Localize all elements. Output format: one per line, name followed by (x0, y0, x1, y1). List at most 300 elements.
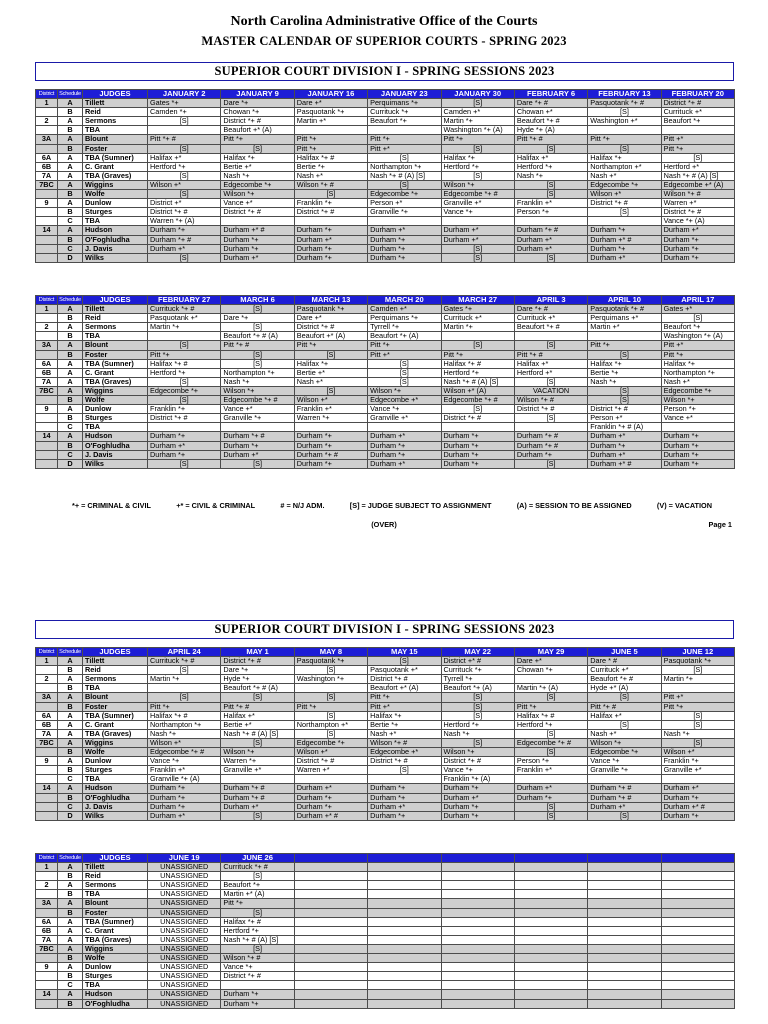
session-cell (588, 981, 661, 990)
session-cell: Durham +* (368, 432, 441, 441)
judge-cell: Hudson (83, 226, 148, 235)
judge-cell: O'Foghludha (83, 235, 148, 244)
district-column-header: District (36, 90, 58, 99)
session-cell: [S] (148, 377, 221, 386)
judge-cell: Tillett (83, 863, 148, 872)
session-cell: Franklin *+ # (A) (588, 423, 661, 432)
session-cell: District *+ # (148, 208, 221, 217)
table-row (36, 99, 735, 108)
session-cell (661, 890, 734, 899)
schedule-cell: A (58, 711, 83, 720)
district-cell: 6B (36, 720, 58, 729)
session-cell: Currituck +* (514, 314, 587, 323)
session-cell: District *+ # (221, 117, 294, 126)
session-cell: Nash *+ (221, 171, 294, 180)
session-cell: Nash *+ # (A) [S] (221, 729, 294, 738)
schedule-cell: B (58, 908, 83, 917)
session-cell: Durham *+ (588, 226, 661, 235)
judge-cell: C. Grant (83, 720, 148, 729)
session-cell: Person *+ (514, 757, 587, 766)
session-cell: Durham *+ # (221, 793, 294, 802)
district-cell: 2 (36, 881, 58, 890)
session-cell: Currituck *+ # (221, 863, 294, 872)
week-header: MARCH 20 (368, 296, 441, 305)
table-row (36, 811, 735, 820)
session-cell: Pitt *+ (294, 144, 367, 153)
legend-item: # = N/J ADM. (280, 501, 325, 510)
session-cell: Nash +* (368, 729, 441, 738)
schedule-cell: C (58, 802, 83, 811)
session-cell: Northampton *+ (148, 720, 221, 729)
district-cell (36, 872, 58, 881)
session-cell: Beaufort *+ # (514, 117, 587, 126)
session-cell: Durham *+ (514, 450, 587, 459)
session-cell: [S] (661, 666, 734, 675)
session-cell: Pasquotank *+ (294, 657, 367, 666)
session-cell: [S] (368, 377, 441, 386)
table-row (36, 738, 735, 747)
session-cell (588, 999, 661, 1008)
session-cell: [S] (148, 666, 221, 675)
district-cell (36, 748, 58, 757)
session-cell: [S] (514, 414, 587, 423)
session-cell: Nash *+ # (A) [S] (441, 377, 514, 386)
session-cell: Franklin *+ (294, 199, 367, 208)
session-cell: [S] (588, 811, 661, 820)
header-row (36, 90, 735, 99)
judge-cell: Wolfe (83, 190, 148, 199)
schedule-cell: B (58, 972, 83, 981)
district-cell: 3A (36, 693, 58, 702)
session-cell: Vance *+ (441, 208, 514, 217)
session-cell: Wilson *+ # (661, 190, 734, 199)
session-cell: Edgecombe *+ # (514, 738, 587, 747)
judge-cell: TBA (Graves) (83, 729, 148, 738)
session-cell: Wilson +* (661, 748, 734, 757)
session-cell: Nash +* (588, 729, 661, 738)
schedule-cell: A (58, 729, 83, 738)
table-row (36, 657, 735, 666)
session-cell: Halifax +* (588, 711, 661, 720)
judge-cell: Tillett (83, 657, 148, 666)
judge-cell: O'Foghludha (83, 793, 148, 802)
session-cell: Franklin *+ (A) (441, 775, 514, 784)
table-row (36, 802, 735, 811)
session-cell (661, 684, 734, 693)
judge-cell: Wilks (83, 811, 148, 820)
week-header: JANUARY 9 (221, 90, 294, 99)
week-header: APRIL 17 (661, 296, 734, 305)
judge-cell: J. Davis (83, 450, 148, 459)
schedule-cell: C (58, 423, 83, 432)
session-cell: Vance +* (661, 414, 734, 423)
session-cell: Currituck +* (588, 666, 661, 675)
session-cell: Durham *+ # (294, 450, 367, 459)
session-cell (368, 944, 441, 953)
session-cell: Franklin +* (294, 405, 367, 414)
session-cell (588, 872, 661, 881)
session-cell (588, 972, 661, 981)
session-cell: Durham +* (294, 784, 367, 793)
session-cell (661, 423, 734, 432)
session-cell: [S] (588, 720, 661, 729)
judge-cell: J. Davis (83, 802, 148, 811)
session-cell: Durham *+ (441, 459, 514, 468)
session-cell: Durham *+ # (514, 226, 587, 235)
table-row (36, 784, 735, 793)
session-cell: [S] (441, 244, 514, 253)
session-cell: Nash *+ (588, 377, 661, 386)
session-cell (588, 863, 661, 872)
session-cell: Durham +* (441, 226, 514, 235)
session-cell: Durham *+ # (221, 784, 294, 793)
session-cell: [S] (441, 702, 514, 711)
session-cell: Granville +* (368, 414, 441, 423)
table-row (36, 793, 735, 802)
table-row (36, 459, 735, 468)
session-cell (661, 954, 734, 963)
session-cell: UNASSIGNED (148, 863, 221, 872)
schedule-cell: D (58, 811, 83, 820)
session-cell: Chowan *+ (514, 666, 587, 675)
session-cell: Edgecombe *+ (588, 180, 661, 189)
session-cell (661, 981, 734, 990)
session-cell: District +* (148, 199, 221, 208)
session-cell (441, 917, 514, 926)
table-row (36, 748, 735, 757)
session-cell: District *+ # (661, 99, 734, 108)
session-cell: Perquimans +* (588, 314, 661, 323)
session-cell: [S] (148, 117, 221, 126)
district-cell (36, 208, 58, 217)
district-cell: 7BC (36, 738, 58, 747)
session-cell: Durham +* (441, 235, 514, 244)
judge-cell: Blount (83, 899, 148, 908)
session-cell: Granville +* (661, 766, 734, 775)
schedule-cell: B (58, 350, 83, 359)
session-cell (294, 999, 367, 1008)
session-cell: [S] (661, 153, 734, 162)
judge-cell: TBA (83, 126, 148, 135)
session-cell: Franklin *+ (148, 405, 221, 414)
session-cell: Bertie *+ (294, 162, 367, 171)
table-row (36, 117, 735, 126)
session-cell: Halifax +* (148, 153, 221, 162)
district-cell: 6B (36, 926, 58, 935)
district-cell: 7A (36, 729, 58, 738)
session-cell: Gates *+ (441, 305, 514, 314)
district-cell (36, 350, 58, 359)
session-cell: Granville +* (221, 766, 294, 775)
table-row (36, 963, 735, 972)
session-cell: Dare *+ (221, 666, 294, 675)
session-cell: [S] (148, 459, 221, 468)
session-cell: Durham *+ (661, 441, 734, 450)
session-cell (514, 954, 587, 963)
session-cell: Durham +* # (294, 811, 367, 820)
session-cell: UNASSIGNED (148, 954, 221, 963)
session-cell: Vance +* (221, 405, 294, 414)
session-cell: Currituck +* (441, 314, 514, 323)
schedule-cell: A (58, 863, 83, 872)
session-cell (441, 863, 514, 872)
judge-cell: O'Foghludha (83, 441, 148, 450)
session-cell: Edgecombe *+ (661, 386, 734, 395)
session-cell: Durham *+ (661, 459, 734, 468)
session-cell (441, 423, 514, 432)
session-cell: [S] (294, 693, 367, 702)
session-cell: Person +* (588, 414, 661, 423)
table-row (36, 766, 735, 775)
session-cell (514, 775, 587, 784)
session-cell: UNASSIGNED (148, 926, 221, 935)
district-cell: 14 (36, 990, 58, 999)
header-row (36, 296, 735, 305)
week-header: APRIL 24 (148, 648, 221, 657)
session-cell (441, 899, 514, 908)
session-cell (441, 972, 514, 981)
session-cell: District *+ # (441, 757, 514, 766)
session-cell: Pitt *+ (661, 702, 734, 711)
judge-cell: Blount (83, 135, 148, 144)
table-row (36, 171, 735, 180)
session-cell: [S] (514, 377, 587, 386)
schedule-cell: A (58, 368, 83, 377)
schedule-cell: B (58, 235, 83, 244)
week-header: APRIL 10 (588, 296, 661, 305)
session-cell: Durham +* (221, 802, 294, 811)
district-cell: 6B (36, 368, 58, 377)
session-cell (294, 954, 367, 963)
session-cell (661, 935, 734, 944)
session-cell: Wilson *+ # (294, 180, 367, 189)
calendar-table-4 (35, 853, 735, 1009)
schedule-cell: A (58, 944, 83, 953)
schedule-cell: A (58, 657, 83, 666)
schedule-cell: A (58, 359, 83, 368)
table-row (36, 162, 735, 171)
session-cell: District *+ # (368, 757, 441, 766)
session-cell: Wilson +* (A) (441, 386, 514, 395)
schedule-cell: A (58, 180, 83, 189)
session-cell: [S] (441, 171, 514, 180)
session-cell: Nash +* (294, 377, 367, 386)
schedule-cell: B (58, 108, 83, 117)
judge-cell: Blount (83, 341, 148, 350)
session-cell: Nash *+ (221, 377, 294, 386)
judge-cell: Dunlow (83, 199, 148, 208)
district-cell: 3A (36, 341, 58, 350)
session-cell: Durham *+ (368, 441, 441, 450)
session-cell (661, 917, 734, 926)
session-cell: Beaufort +* (A) (221, 126, 294, 135)
session-cell: Vance *+ (A) (661, 217, 734, 226)
session-cell: Granville *+ (368, 208, 441, 217)
session-cell: Halifax *+ (441, 153, 514, 162)
session-cell: Beaufort +* (A) (368, 684, 441, 693)
schedule-cell: A (58, 377, 83, 386)
session-cell: Nash *+ (148, 729, 221, 738)
session-cell: Hertford *+ (221, 926, 294, 935)
session-cell: Durham +* (514, 235, 587, 244)
session-cell: [S] (148, 171, 221, 180)
session-cell (514, 872, 587, 881)
week-header: JANUARY 23 (368, 90, 441, 99)
session-cell (221, 217, 294, 226)
session-cell (368, 881, 441, 890)
session-cell: [S] (221, 144, 294, 153)
session-cell: [S] (294, 729, 367, 738)
schedule-cell: A (58, 675, 83, 684)
district-cell (36, 954, 58, 963)
district-cell (36, 314, 58, 323)
session-cell: District *+ # (294, 323, 367, 332)
session-cell: Durham *+ (661, 244, 734, 253)
schedule-cell: A (58, 162, 83, 171)
district-cell (36, 890, 58, 899)
session-cell: Franklin +* (514, 766, 587, 775)
district-cell: 2 (36, 675, 58, 684)
session-cell (368, 935, 441, 944)
session-cell (368, 890, 441, 899)
session-cell: Perquimans *+ (368, 99, 441, 108)
session-cell: [S] (368, 359, 441, 368)
session-cell: Durham *+ (661, 253, 734, 262)
schedule-cell: B (58, 890, 83, 899)
session-cell: District *+ # (514, 405, 587, 414)
session-cell (514, 890, 587, 899)
session-cell: [S] (221, 305, 294, 314)
session-cell (514, 332, 587, 341)
session-cell: Gates *+ (148, 99, 221, 108)
week-header: MARCH 27 (441, 296, 514, 305)
table-row (36, 926, 735, 935)
session-cell (661, 972, 734, 981)
session-cell: Durham *+ (294, 459, 367, 468)
session-cell: Pitt *+ # (514, 350, 587, 359)
district-cell: 7BC (36, 944, 58, 953)
session-cell (294, 872, 367, 881)
session-cell: UNASSIGNED (148, 899, 221, 908)
session-cell (514, 944, 587, 953)
schedule-cell: D (58, 459, 83, 468)
session-cell: [S] (441, 253, 514, 262)
judge-cell: J. Davis (83, 244, 148, 253)
session-cell: Vance *+ (148, 757, 221, 766)
session-cell: Beaufort *+ (661, 323, 734, 332)
session-cell: District *+ # (588, 405, 661, 414)
session-cell: [S] (294, 386, 367, 395)
schedule-cell: A (58, 341, 83, 350)
session-cell: Halifax *+ (368, 711, 441, 720)
session-cell: Halifax *+ (294, 359, 367, 368)
table-row (36, 432, 735, 441)
session-cell: Edgecombe +* (368, 396, 441, 405)
session-cell: [S] (514, 729, 587, 738)
judge-cell: Foster (83, 350, 148, 359)
session-cell: District *+ # (221, 208, 294, 217)
table-row (36, 386, 735, 395)
table-row (36, 377, 735, 386)
judge-cell: TBA (83, 217, 148, 226)
session-cell (294, 917, 367, 926)
session-cell: [S] (514, 190, 587, 199)
session-cell: Pitt *+ (588, 341, 661, 350)
week-header: MAY 22 (441, 648, 514, 657)
table-row (36, 180, 735, 189)
session-cell (514, 981, 587, 990)
schedule-cell: A (58, 738, 83, 747)
session-cell: Beaufort *+ # (A) (221, 332, 294, 341)
session-cell (441, 217, 514, 226)
week-header: JUNE 5 (588, 648, 661, 657)
district-cell (36, 253, 58, 262)
session-cell: [S] (441, 693, 514, 702)
session-cell: Durham +* (368, 226, 441, 235)
session-cell: [S] (661, 314, 734, 323)
schedule-cell: B (58, 793, 83, 802)
session-cell: UNASSIGNED (148, 963, 221, 972)
session-cell: Martin +* (588, 323, 661, 332)
schedule-cell: C (58, 981, 83, 990)
session-cell: Durham *+ # (588, 784, 661, 793)
schedule-cell: B (58, 190, 83, 199)
session-cell: Pitt +* (661, 341, 734, 350)
session-cell: Durham *+ (221, 999, 294, 1008)
session-cell: Hertford *+ (441, 720, 514, 729)
session-cell: District *+ # (588, 199, 661, 208)
session-cell (148, 332, 221, 341)
week-header: JUNE 19 (148, 854, 221, 863)
session-cell: Halifax *+ # (148, 711, 221, 720)
session-cell: UNASSIGNED (148, 917, 221, 926)
session-cell: Halifax *+ # (221, 917, 294, 926)
session-cell: Halifax *+ (588, 153, 661, 162)
session-cell: Wilson *+ (368, 386, 441, 395)
judge-cell: Wilks (83, 253, 148, 262)
session-cell: Edgecombe *+ # (148, 748, 221, 757)
session-cell: Pitt *+ (661, 350, 734, 359)
table-row (36, 729, 735, 738)
judge-cell: TBA (Sumner) (83, 711, 148, 720)
session-cell: Pitt *+ (661, 144, 734, 153)
schedule-cell: A (58, 926, 83, 935)
session-cell (294, 944, 367, 953)
session-cell: Halifax +* (514, 153, 587, 162)
district-cell (36, 450, 58, 459)
session-cell: Nash +* (294, 171, 367, 180)
session-cell: Wilson *+ (441, 748, 514, 757)
week-header: MAY 15 (368, 648, 441, 657)
session-cell (514, 899, 587, 908)
session-cell (294, 926, 367, 935)
division-title-2: SUPERIOR COURT DIVISION I - SPRING SESSIONS 2023 (35, 620, 734, 639)
session-cell: Vance *+ (441, 766, 514, 775)
session-cell: Durham +* (148, 244, 221, 253)
table-row (36, 990, 735, 999)
district-cell (36, 981, 58, 990)
session-cell: [S] (514, 253, 587, 262)
district-cell: 6B (36, 162, 58, 171)
calendar-table-1 (35, 89, 735, 263)
session-cell (294, 863, 367, 872)
session-cell (514, 935, 587, 944)
judge-cell: Sermons (83, 323, 148, 332)
session-cell: Chowan *+ (221, 108, 294, 117)
table-row (36, 235, 735, 244)
session-cell (294, 908, 367, 917)
session-cell: Wilson *+ # (368, 738, 441, 747)
